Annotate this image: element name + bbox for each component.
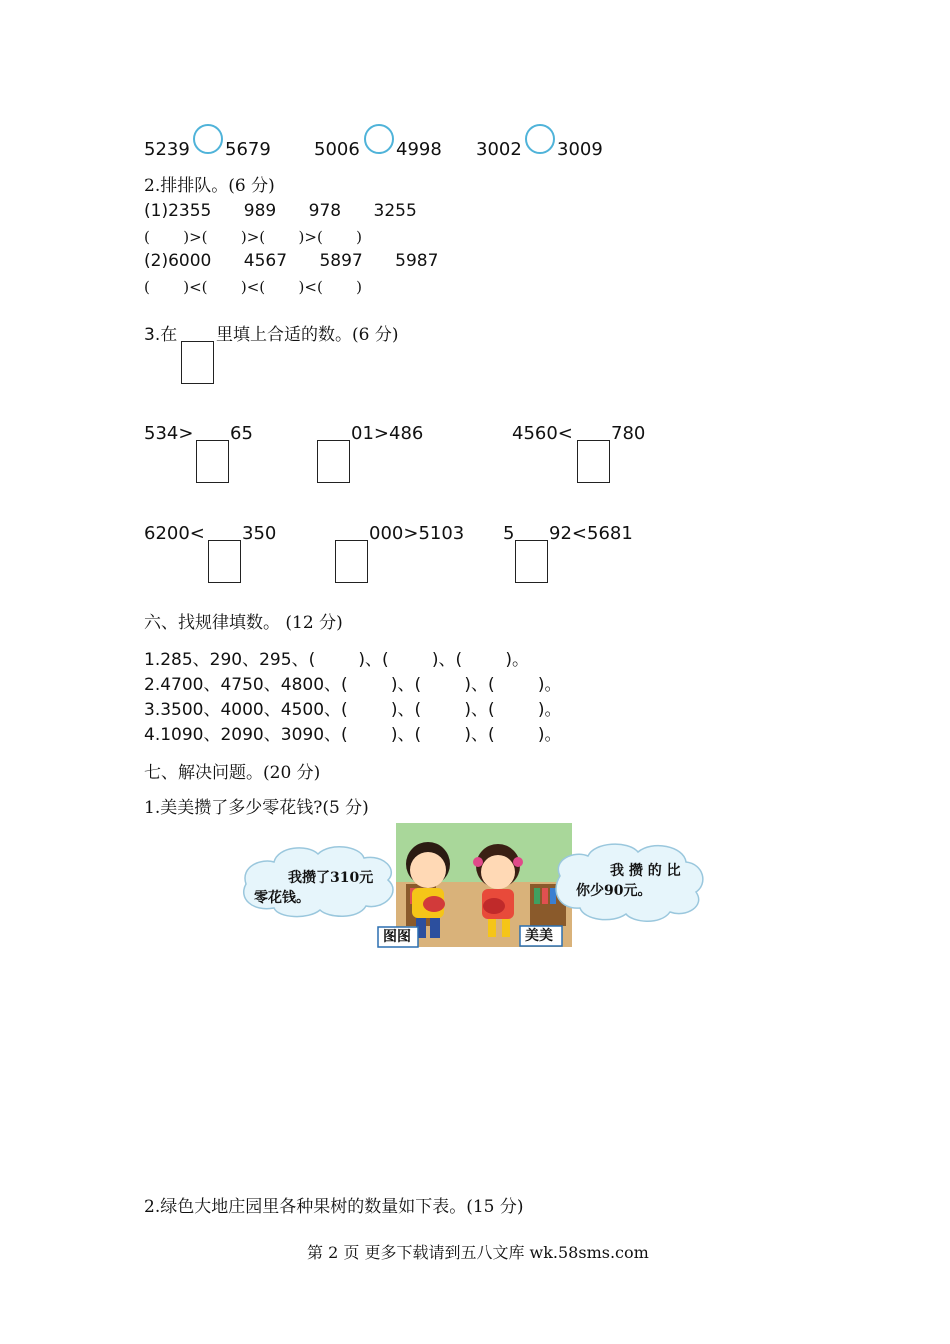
compare-a2: 5006 (314, 139, 360, 160)
q3-item-1-box[interactable] (196, 440, 229, 483)
q2-row2-numbers: (2)6000 4567 5897 5987 (144, 251, 439, 271)
q3-item-6-pre: 5 (503, 523, 515, 544)
section7-q1: 1.美美攒了多少零花钱?(5 分) (144, 798, 369, 818)
q3-item-5-box[interactable] (335, 540, 368, 583)
q2-row2-blanks[interactable]: ( )<( )<( )<( ) (144, 278, 363, 296)
q3-item-4-box[interactable] (208, 540, 241, 583)
q3-item-4-pre: 6200< (144, 523, 205, 544)
bubble-left-line-2: 零花钱。 (254, 890, 310, 906)
q3-item-2-post: 01>486 (351, 423, 424, 444)
compare-circle-3[interactable] (525, 124, 555, 154)
compare-b2: 4998 (396, 139, 442, 160)
q3-title-pre: 3.在 (144, 325, 178, 345)
q3-item-1-pre: 534> (144, 423, 194, 444)
q3-item-6-box[interactable] (515, 540, 548, 583)
girl-piggybank (483, 898, 505, 914)
q3-item-3-box[interactable] (577, 440, 610, 483)
boy-face (410, 852, 446, 888)
q3-item-3-post: 780 (611, 423, 646, 444)
girl-face (481, 855, 515, 889)
q2-row1-numbers: (1)2355 989 978 3255 (144, 201, 417, 221)
section6-title: 六、找规律填数。 (12 分) (144, 613, 343, 633)
section6-line-1[interactable]: 1.285、290、295、( )、( )、( )。 (144, 650, 530, 670)
section6-line-3[interactable]: 3.3500、4000、4500、( )、( )、( )。 (144, 700, 562, 720)
page-footer: 第 2 页 更多下载请到五八文库 wk.58sms.com (307, 1243, 649, 1262)
compare-a3: 3002 (476, 139, 522, 160)
q3-item-5-post: 000>5103 (369, 523, 465, 544)
q3-title-post: 里填上合适的数。(6 分) (216, 325, 399, 345)
q2-title: 2.排排队。(6 分) (144, 176, 275, 196)
bubble-right-line-2: 你少90元。 (576, 883, 652, 899)
section6-line-2[interactable]: 2.4700、4750、4800、( )、( )、( )。 (144, 675, 562, 695)
compare-a1: 5239 (144, 139, 190, 160)
label-right: 美美 (525, 928, 553, 944)
compare-b1: 5679 (225, 139, 271, 160)
bubble-left-line-1: 我攒了310元 (288, 870, 374, 886)
illustration (238, 822, 704, 950)
compare-circle-2[interactable] (364, 124, 394, 154)
q3-item-6-post: 92<5681 (549, 523, 633, 544)
label-left: 图图 (383, 929, 411, 945)
q2-row1-blanks[interactable]: ( )>( )>( )>( ) (144, 228, 363, 246)
q3-item-4-post: 350 (242, 523, 277, 544)
q3-item-1-post: 65 (230, 423, 253, 444)
section7-title: 七、解决问题。(20 分) (144, 763, 321, 783)
section7-q2: 2.绿色大地庄园里各种果树的数量如下表。(15 分) (144, 1197, 524, 1217)
q3-item-3-pre: 4560< (512, 423, 573, 444)
bubble-right-line-1: 我 攒 的 比 (610, 863, 681, 879)
section6-line-4[interactable]: 4.1090、2090、3090、( )、( )、( )。 (144, 725, 562, 745)
compare-b3: 3009 (557, 139, 603, 160)
compare-circle-1[interactable] (193, 124, 223, 154)
q3-title-box (181, 341, 214, 384)
boy-piggybank (423, 896, 445, 912)
q3-item-2-box[interactable] (317, 440, 350, 483)
